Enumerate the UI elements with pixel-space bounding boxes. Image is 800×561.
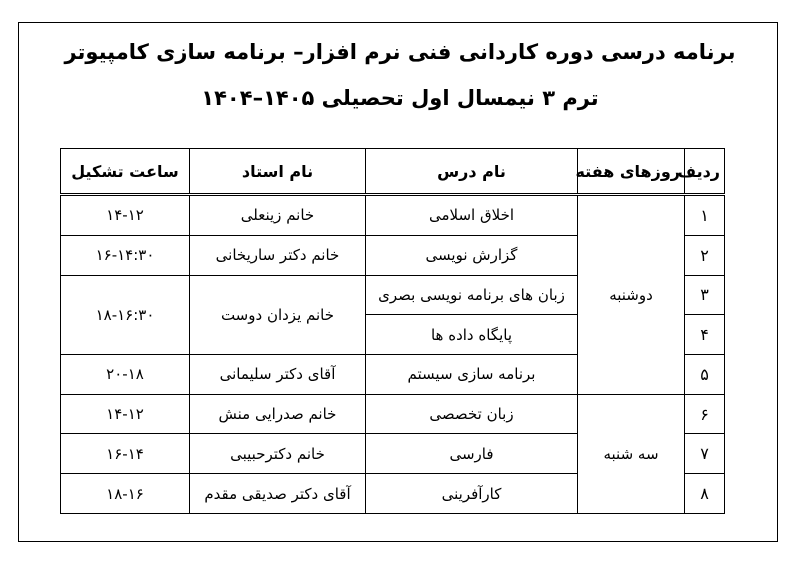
column-header-course: نام درس bbox=[366, 149, 578, 195]
professor-cell: خانم صدرایی منش bbox=[190, 394, 366, 434]
course-cell: گزارش نویسی bbox=[366, 235, 578, 275]
professor-cell: خانم زینعلی bbox=[190, 195, 366, 236]
column-header-weekday: روزهای هفته bbox=[578, 149, 685, 195]
table-header-row bbox=[61, 149, 725, 195]
time-cell: ۱۸-۱۶:۳۰ bbox=[61, 275, 190, 354]
time-cell: ۱۶-۱۴:۳۰ bbox=[61, 235, 190, 275]
row-number: ۵ bbox=[685, 354, 725, 394]
course-cell: زبان های برنامه نویسی بصری bbox=[366, 275, 578, 315]
course-cell: اخلاق اسلامی bbox=[366, 195, 578, 236]
course-cell: کارآفرینی bbox=[366, 474, 578, 514]
column-header-time: ساعت تشکیل bbox=[61, 149, 190, 195]
professor-cell: خانم دکترحبیبی bbox=[190, 434, 366, 474]
time-cell: ۲۰-۱۸ bbox=[61, 354, 190, 394]
row-number: ۱ bbox=[685, 195, 725, 236]
professor-cell: آقای دکتر صدیقی مقدم bbox=[190, 474, 366, 514]
column-header-row-number: ردیف bbox=[685, 149, 725, 195]
document-title: برنامه درسی دوره کاردانی فنی نرم افزار– برنامه سازی کامپیوتر bbox=[64, 40, 736, 64]
table-row bbox=[61, 394, 725, 434]
professor-cell: خانم دکتر ساریخانی bbox=[190, 235, 366, 275]
document-subtitle: ترم ۳ نیمسال اول تحصیلی ۱۴۰۵–۱۴۰۴ bbox=[201, 86, 599, 110]
time-cell: ۱۴-۱۲ bbox=[61, 394, 190, 434]
column-header-professor: نام استاد bbox=[190, 149, 366, 195]
time-cell: ۱۴-۱۲ bbox=[61, 195, 190, 236]
row-number: ۳ bbox=[685, 275, 725, 315]
time-cell: ۱۸-۱۶ bbox=[61, 474, 190, 514]
weekday-cell: سه شنبه bbox=[578, 394, 685, 513]
weekday-cell: دوشنبه bbox=[578, 195, 685, 395]
row-number: ۷ bbox=[685, 434, 725, 474]
course-cell: پایگاه داده ها bbox=[366, 315, 578, 355]
time-cell: ۱۶-۱۴ bbox=[61, 434, 190, 474]
row-number: ۶ bbox=[685, 394, 725, 434]
table-row bbox=[61, 195, 725, 236]
row-number: ۴ bbox=[685, 315, 725, 355]
professor-cell: آقای دکتر سلیمانی bbox=[190, 354, 366, 394]
professor-cell: خانم یزدان دوست bbox=[190, 275, 366, 354]
course-cell: فارسی bbox=[366, 434, 578, 474]
course-cell: زبان تخصصی bbox=[366, 394, 578, 434]
row-number: ۲ bbox=[685, 235, 725, 275]
schedule-table bbox=[60, 148, 725, 514]
course-cell: برنامه سازی سیستم bbox=[366, 354, 578, 394]
row-number: ۸ bbox=[685, 474, 725, 514]
